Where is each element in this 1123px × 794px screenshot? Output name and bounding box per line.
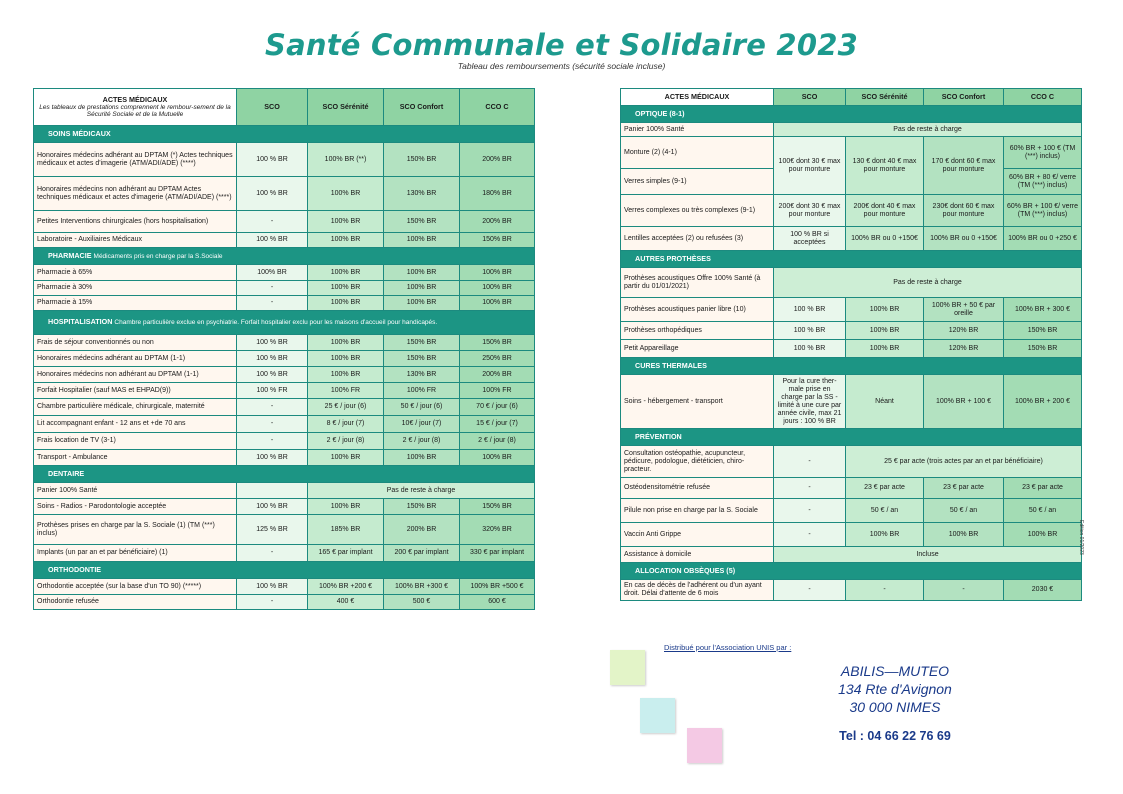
- section-row: [621, 251, 1082, 268]
- row-value: 120% BR: [924, 322, 1004, 340]
- row-value: 100% BR (**): [308, 143, 384, 177]
- row-value: 100 % BR: [237, 351, 308, 367]
- distributor-street: 134 Rte d'Avignon: [838, 681, 952, 697]
- table-row: [34, 296, 535, 311]
- row-value: 100 % BR: [237, 143, 308, 177]
- row-value: 100 % BR: [774, 298, 846, 322]
- right-reimbursement-table: [620, 88, 1082, 601]
- row-value: 100% BR: [846, 298, 924, 322]
- section-title: [621, 563, 1082, 580]
- decorative-note-square: [640, 698, 675, 733]
- section-label: PRÉVENTION: [635, 432, 682, 441]
- row-label: Soins - hébergement - transport: [621, 375, 774, 429]
- row-value: 8 € / jour (7): [308, 416, 384, 433]
- decorative-note-square: [687, 728, 722, 763]
- row-value: 100% FR: [460, 383, 535, 399]
- row-label: Prothèses orthopédiques: [621, 322, 774, 340]
- row-value: Néant: [846, 375, 924, 429]
- section-note: Chambre particulière exclue en psychiatrie. Forfait hospitalier exclu pour les maisons d'accueil pour handicapés.: [114, 319, 438, 326]
- col-header: CCO C: [460, 89, 535, 126]
- row-value: -: [774, 446, 846, 478]
- table-row: [621, 195, 1082, 227]
- row-value: 100% BR: [384, 450, 460, 466]
- section-label: OPTIQUE (8-1): [635, 109, 685, 118]
- section-title: [34, 562, 535, 579]
- table-row: [621, 137, 1082, 169]
- table-row: [34, 383, 535, 399]
- table-row: [34, 143, 535, 177]
- row-label: Implants (un par an et par bénéficiaire) (1): [34, 545, 237, 562]
- table-row: [621, 322, 1082, 340]
- row-value: 120% BR: [924, 340, 1004, 358]
- row-label: Panier 100% Santé: [621, 123, 774, 137]
- row-value: -: [237, 211, 308, 233]
- row-label: Pharmacie à 65%: [34, 265, 237, 281]
- left-header-note: Les tableaux de prestations comprennent le rembour-sement de la Sécurité Sociale et de la Mutuelle: [39, 104, 231, 118]
- row-value: 100% BR: [308, 296, 384, 311]
- row-value: 150% BR: [460, 233, 535, 248]
- row-value: 100% BR: [924, 523, 1004, 547]
- col-header: SCO: [237, 89, 308, 126]
- section-label: ALLOCATION OBSÈQUES (5): [635, 566, 736, 575]
- row-value: 100 % BR: [237, 450, 308, 466]
- row-value: 100% BR: [308, 265, 384, 281]
- row-value: 50 € / an: [1004, 499, 1082, 523]
- row-value: 100% BR +500 €: [460, 579, 535, 595]
- row-value: 60% BR + 100 €/ verre (TM (***) inclus): [1004, 195, 1082, 227]
- row-value: 100% BR: [460, 281, 535, 296]
- row-value: 100 % BR: [237, 233, 308, 248]
- row-value: 400 €: [308, 595, 384, 610]
- edition-text: Edition 01/2023: [1078, 520, 1084, 555]
- section-note: Médicaments pris en charge par la S.Sociale: [93, 252, 223, 260]
- section-title: [621, 106, 1082, 123]
- row-value: 200% BR: [384, 515, 460, 545]
- row-value: 200 € par implant: [384, 545, 460, 562]
- row-value: 100 % BR: [774, 322, 846, 340]
- row-value: 100% BR +200 €: [308, 579, 384, 595]
- row-label: Verres simples (9-1): [621, 169, 774, 195]
- row-label: Pilule non prise en charge par la S. Sociale: [621, 499, 774, 523]
- row-value: 50 € / an: [846, 499, 924, 523]
- table-row: [34, 233, 535, 248]
- section-row: [34, 126, 535, 143]
- table-row: [34, 351, 535, 367]
- table-row: [34, 450, 535, 466]
- row-value: 150% BR: [384, 335, 460, 351]
- section-row: [621, 358, 1082, 375]
- row-label: Frais de séjour conventionnés ou non: [34, 335, 237, 351]
- row-value: 23 € par acte: [846, 478, 924, 499]
- col-header: CCO C: [1004, 89, 1082, 106]
- row-value: 500 €: [384, 595, 460, 610]
- row-value: 70 € / jour (6): [460, 399, 535, 416]
- row-value: 100% BR: [308, 499, 384, 515]
- row-label: Prothèses acoustiques panier libre (10): [621, 298, 774, 322]
- row-value: 50 € / jour (6): [384, 399, 460, 416]
- row-value: 100% BR: [308, 450, 384, 466]
- row-value: -: [774, 523, 846, 547]
- row-value: 100% BR ou 0 +150€: [846, 227, 924, 251]
- row-value: 100% BR: [846, 322, 924, 340]
- row-label: Frais location de TV (3-1): [34, 433, 237, 450]
- row-value: 100% BR: [1004, 523, 1082, 547]
- row-value: 100 % BR: [237, 367, 308, 383]
- row-value: -: [237, 416, 308, 433]
- table-row: [621, 298, 1082, 322]
- row-value: 100% BR ou 0 +250 €: [1004, 227, 1082, 251]
- section-title: [621, 358, 1082, 375]
- row-value: 150% BR: [460, 335, 535, 351]
- row-value: 150% BR: [384, 211, 460, 233]
- row-value: 100% BR: [460, 265, 535, 281]
- row-value: -: [774, 478, 846, 499]
- distributor-phone: Tel : 04 66 22 76 69: [839, 729, 951, 743]
- row-value: 100% BR: [308, 233, 384, 248]
- row-label: Lit accompagnant enfant - 12 ans et +de 70 ans: [34, 416, 237, 433]
- row-value: 165 € par implant: [308, 545, 384, 562]
- table-row: [34, 265, 535, 281]
- row-value: 130 € dont 40 € max pour monture: [846, 137, 924, 195]
- row-value: 100% FR: [384, 383, 460, 399]
- section-row: [34, 311, 535, 335]
- right-table-body: [621, 106, 1082, 601]
- table-row: [34, 416, 535, 433]
- table-row: [34, 367, 535, 383]
- row-value: -: [846, 580, 924, 601]
- row-value: 25 € / jour (6): [308, 399, 384, 416]
- left-header-label: [34, 89, 237, 126]
- row-value: -: [237, 595, 308, 610]
- col-header: SCO Confort: [384, 89, 460, 126]
- row-value: 100 % FR: [237, 383, 308, 399]
- row-value: 200% BR: [460, 367, 535, 383]
- row-value: 100% BR: [308, 367, 384, 383]
- row-value: 130% BR: [384, 367, 460, 383]
- row-label: Vaccin Anti Grippe: [621, 523, 774, 547]
- table-row: [621, 478, 1082, 499]
- row-value: -: [237, 296, 308, 311]
- row-value: 100 % BR: [237, 177, 308, 211]
- row-value: 150% BR: [384, 143, 460, 177]
- table-row: [34, 177, 535, 211]
- row-value: 2030 €: [1004, 580, 1082, 601]
- table-row: [34, 579, 535, 595]
- section-row: [621, 563, 1082, 580]
- row-label: Honoraires médecins non adhérant au DPTAM (1-1): [34, 367, 237, 383]
- row-label: Transport - Ambulance: [34, 450, 237, 466]
- page-subtitle: Tableau des remboursements (sécurité sociale incluse): [457, 61, 666, 71]
- row-value: 100% BR: [308, 335, 384, 351]
- table-row: [621, 547, 1082, 563]
- section-row: [34, 562, 535, 579]
- row-value: 100% BR +300 €: [384, 579, 460, 595]
- row-value: 150% BR: [460, 499, 535, 515]
- row-value: 185% BR: [308, 515, 384, 545]
- row-label: Honoraires médecins adhérant au DPTAM (*) Actes techniques médicaux et actes d'imagerie (ATM/ADI/ADE) (****): [34, 143, 237, 177]
- table-row: [34, 399, 535, 416]
- row-value: -: [237, 545, 308, 562]
- row-label: Monture (2) (4-1): [621, 137, 774, 169]
- row-label: Prothèses prises en charge par la S. Sociale (1) (TM (***) inclus): [34, 515, 237, 545]
- row-span-value: Pas de reste à charge: [308, 483, 535, 499]
- section-title: [34, 311, 535, 335]
- table-row: [34, 545, 535, 562]
- row-label: Pharmacie à 30%: [34, 281, 237, 296]
- section-row: [34, 248, 535, 265]
- row-value: 60% BR + 80 €/ verre (TM (***) inclus): [1004, 169, 1082, 195]
- row-value: 150% BR: [1004, 340, 1082, 358]
- row-value: 100% BR + 50 € par oreille: [924, 298, 1004, 322]
- row-label: Prothèses acoustiques Offre 100% Santé (à partir du 01/01/2021): [621, 268, 774, 298]
- row-label: Chambre particulière médicale, chirurgicale, maternité: [34, 399, 237, 416]
- left-header-title: ACTES MÉDICAUX: [102, 95, 168, 104]
- right-header-label: ACTES MÉDICAUX: [621, 89, 774, 106]
- table-row: [34, 281, 535, 296]
- row-value: 100% BR + 100 €: [924, 375, 1004, 429]
- page-title: Santé Communale et Solidaire 2023: [265, 28, 858, 62]
- row-value: 150% BR: [1004, 322, 1082, 340]
- row-label: Laboratoire - Auxiliaires Médicaux: [34, 233, 237, 248]
- row-value: 100% BR: [308, 351, 384, 367]
- table-row: [621, 523, 1082, 547]
- row-value: 23 € par acte: [924, 478, 1004, 499]
- row-value: 2 € / jour (8): [308, 433, 384, 450]
- row-label: Forfait Hospitalier (sauf MAS et EHPAD(9)): [34, 383, 237, 399]
- table-row: [621, 580, 1082, 601]
- row-value: 200% BR: [460, 143, 535, 177]
- row-value: 125 % BR: [237, 515, 308, 545]
- col-header: SCO Sérénité: [846, 89, 924, 106]
- section-title: [34, 466, 535, 483]
- left-table-body: [34, 126, 535, 610]
- table-row: [621, 446, 1082, 478]
- row-label: Honoraires médecins adhérant au DPTAM (1-1): [34, 351, 237, 367]
- row-value: 100% BR: [308, 177, 384, 211]
- row-value: 600 €: [460, 595, 535, 610]
- row-value: 100% BR: [384, 265, 460, 281]
- row-label: Honoraires médecins non adhérant au DPTAM Actes techniques médicaux et actes d'imagerie (ATM/ADI/ADE) (****): [34, 177, 237, 211]
- section-title: [621, 251, 1082, 268]
- col-header: SCO Confort: [924, 89, 1004, 106]
- row-value: 100€ dont 30 € max pour monture: [774, 137, 846, 195]
- row-value: [237, 483, 308, 499]
- row-value: -: [237, 399, 308, 416]
- table-row: [34, 515, 535, 545]
- row-value: 100 % BR: [774, 340, 846, 358]
- row-label: Lentilles acceptées (2) ou refusées (3): [621, 227, 774, 251]
- row-value: -: [924, 580, 1004, 601]
- row-value: -: [774, 499, 846, 523]
- distributor-label: Distribué pour l'Association UNIS par :: [664, 643, 792, 652]
- row-value: 23 € par acte: [1004, 478, 1082, 499]
- row-label: Petites Interventions chirurgicales (hors hospitalisation): [34, 211, 237, 233]
- table-row: [34, 499, 535, 515]
- row-value: 100% BR: [846, 340, 924, 358]
- table-row: [621, 375, 1082, 429]
- row-value: 100% BR + 300 €: [1004, 298, 1082, 322]
- row-value: 200€ dont 40 € max pour monture: [846, 195, 924, 227]
- row-value: -: [774, 580, 846, 601]
- table-row: [34, 211, 535, 233]
- decorative-note-square: [610, 650, 645, 685]
- section-label: PHARMACIE: [48, 250, 92, 260]
- row-span-value: 25 € par acte (trois actes par an et par bénéficiaire): [846, 446, 1082, 478]
- table-row: [34, 335, 535, 351]
- section-title: [34, 248, 535, 265]
- row-label: Soins - Radios - Parodontologie acceptée: [34, 499, 237, 515]
- section-row: [34, 466, 535, 483]
- row-value: -: [237, 281, 308, 296]
- row-value: 320% BR: [460, 515, 535, 545]
- table-row: [621, 227, 1082, 251]
- col-header: SCO: [774, 89, 846, 106]
- section-label: AUTRES PROTHÈSES: [635, 254, 711, 263]
- row-span-value: Incluse: [774, 547, 1082, 563]
- row-value: 2 € / jour (8): [460, 433, 535, 450]
- row-value: 2 € / jour (8): [384, 433, 460, 450]
- table-row: [621, 499, 1082, 523]
- table-row: [34, 433, 535, 450]
- row-label: Ostéodensitométrie refusée: [621, 478, 774, 499]
- row-value: 100% BR: [384, 296, 460, 311]
- row-value: 15 € / jour (7): [460, 416, 535, 433]
- row-value: 200% BR: [460, 211, 535, 233]
- section-row: [621, 106, 1082, 123]
- row-value: 100 % BR: [237, 335, 308, 351]
- row-value: -: [237, 433, 308, 450]
- row-value: 170 € dont 60 € max pour monture: [924, 137, 1004, 195]
- row-value: 230€ dont 60 € max pour monture: [924, 195, 1004, 227]
- row-label: Verres complexes ou très complexes (9-1): [621, 195, 774, 227]
- row-value: 100% BR ou 0 +150€: [924, 227, 1004, 251]
- row-label: Assistance à domicile: [621, 547, 774, 563]
- row-value: 150% BR: [384, 351, 460, 367]
- section-label: ORTHODONTIE: [48, 565, 102, 574]
- row-value: 100% BR: [384, 281, 460, 296]
- row-label: Panier 100% Santé: [34, 483, 237, 499]
- left-reimbursement-table: [33, 88, 535, 610]
- distributor-city: 30 000 NIMES: [849, 699, 941, 715]
- row-value: 100% BR: [237, 265, 308, 281]
- col-header: SCO Sérénité: [308, 89, 384, 126]
- row-value: 100% BR + 200 €: [1004, 375, 1082, 429]
- table-row: [34, 483, 535, 499]
- row-label: Consultation ostéopathie, acupuncteur, pédicure, podologue, diététicien, chiro-practeur.: [621, 446, 774, 478]
- row-label: Pharmacie à 15%: [34, 296, 237, 311]
- row-value: 100 % BR: [237, 499, 308, 515]
- row-value: 250% BR: [460, 351, 535, 367]
- table-row: [621, 268, 1082, 298]
- section-label: CURES THERMALES: [635, 361, 707, 370]
- row-value: 100% BR: [460, 296, 535, 311]
- row-value: 100% BR: [460, 450, 535, 466]
- row-value: 330 € par implant: [460, 545, 535, 562]
- row-label: Orthodontie refusée: [34, 595, 237, 610]
- row-value: 100 % BR: [237, 579, 308, 595]
- section-title: [621, 429, 1082, 446]
- section-label: DENTAIRE: [48, 469, 85, 478]
- row-value: 100% BR: [308, 281, 384, 296]
- section-title: [34, 126, 535, 143]
- row-value: 100% BR: [846, 523, 924, 547]
- section-label: HOSPITALISATION: [48, 317, 113, 326]
- row-value: 130% BR: [384, 177, 460, 211]
- row-value: 10€ / jour (7): [384, 416, 460, 433]
- row-value: 50 € / an: [924, 499, 1004, 523]
- row-value: 100% BR: [308, 211, 384, 233]
- table-row: [621, 340, 1082, 358]
- row-value: 100 % BR si acceptées: [774, 227, 846, 251]
- row-value: Pour la cure ther-male prise en charge par la SS - limité à une cure par année civile, max 21 jours : 100 % BR: [774, 375, 846, 429]
- table-row: [621, 123, 1082, 137]
- row-value: 60% BR + 100 € (TM (***) inclus): [1004, 137, 1082, 169]
- row-span-value: Pas de reste à charge: [774, 123, 1082, 137]
- section-row: [621, 429, 1082, 446]
- table-row: [34, 595, 535, 610]
- section-label: SOINS MÉDICAUX: [48, 129, 111, 138]
- row-value: 200€ dont 30 € max pour monture: [774, 195, 846, 227]
- row-value: 150% BR: [384, 499, 460, 515]
- row-span-value: Pas de reste à charge: [774, 268, 1082, 298]
- row-label: Orthodontie acceptée (sur la base d'un TO 90) (*****): [34, 579, 237, 595]
- row-label: Petit Appareillage: [621, 340, 774, 358]
- row-value: 100% BR: [384, 233, 460, 248]
- row-value: 180% BR: [460, 177, 535, 211]
- row-value: 100% FR: [308, 383, 384, 399]
- distributor-name: ABILIS—MUTEO: [840, 663, 950, 679]
- row-label: En cas de décès de l'adhérent ou d'un ayant droit. Délai d'attente de 6 mois: [621, 580, 774, 601]
